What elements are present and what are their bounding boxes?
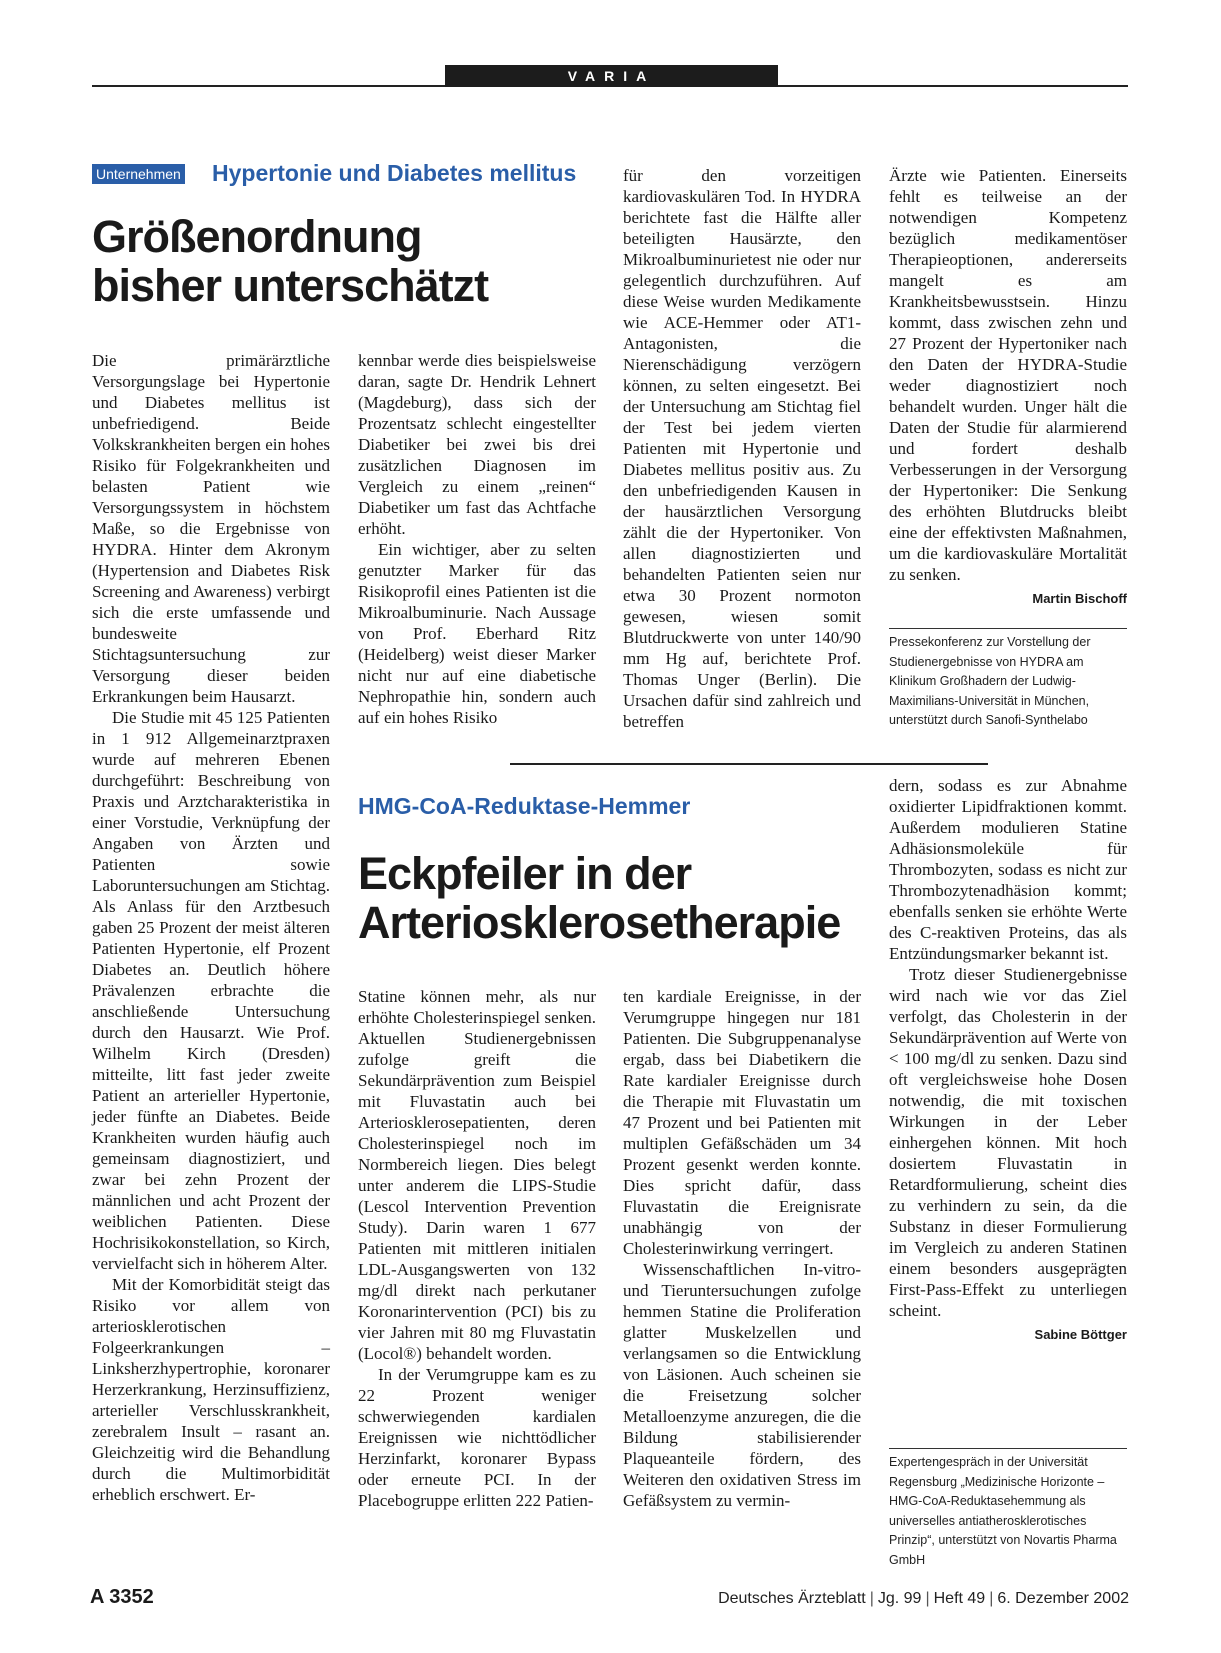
article1-source-note: Pressekonferenz zur Vorstellung der Studienergebnisse von HYDRA am Klinikum Großhadern der Ludwig-Maximilians-Universität in München, unterstützt durch Sanofi-Synthelabo [889, 628, 1127, 731]
section-label: VARIA [445, 65, 778, 87]
paragraph: Wissenschaftlichen In-vitro- und Tieruntersuchungen zufolge hemmen Statine die Proliferation glatter Muskelzellen und verlangsamen so die Entwicklung von Läsionen. Auch scheinen sie die Freisetzung solcher Metalloenzyme anzuregen, die die Bildung stabilisierender Plaqueanteile fördern, des Weiteren den oxidativen Stress im Gefäßsystem zu vermin- [623, 1260, 861, 1510]
article2-column-2 [358, 986, 596, 1511]
paragraph: Die primärärztliche Versorgungslage bei Hypertonie und Diabetes mellitus ist unbefriedigend. Beide Volkskrankheiten bergen ein hohes Risiko für Folgekrankheiten und belasten Patient wie Versorgungssystem in höchstem Maße, so die Ergebnisse von HYDRA. Hinter dem Akronym (Hypertension and Diabetes Risk Screening and Awareness) verbirgt sich die erste umfassende und bundesweite Stichtagsuntersuchung zur Versorgung dieser beiden Erkrankungen beim Hausarzt. [92, 351, 330, 706]
article2-source-note: Expertengespräch in der Universität Regensburg „Medizinische Horizonte – HMG-CoA-Reduktasehemmung als universelles antiatherosklerotisches Prinzip“, unterstützt von Novartis Pharma GmbH [889, 1448, 1127, 1570]
article1-column-4 [889, 165, 1127, 609]
article1-kicker: Hypertonie und Diabetes mellitus [212, 160, 577, 186]
paragraph: Statine können mehr, als nur erhöhte Cholesterinspiegel senken. Aktuellen Studienergebnissen zufolge greift die Sekundärprävention zum Beispiel mit Fluvastatin auch bei Arteriosklerosepatienten, deren Cholesterinspiegel noch im Normbereich liegen. Dies belegt unter anderem die LIPS-Studie (Lescol Intervention Prevention Study). Darin waren 1 677 Patienten mit mittleren initialen LDL-Ausgangswerten von 132 mg/dl direkt nach perkutaner Koronarintervention (PCI) bis zu vier Jahren mit 80 mg Fluvastatin (Locol®) behandelt worden. [358, 987, 596, 1363]
paragraph: kennbar werde dies beispielsweise daran, sagte Dr. Hendrik Lehnert (Magdeburg), dass sich der Prozentsatz schlecht eingestellter Diabetiker bei zwei bis drei zusätzlichen Diagnosen im Vergleich zu einem „reinen“ Diabetiker um fast das Achtfache erhöht. [358, 351, 596, 538]
category-tag: Unternehmen [92, 164, 185, 184]
article1-column-2 [358, 350, 596, 728]
page-number: A 3352 [90, 1586, 154, 1608]
paragraph: Ein wichtiger, aber zu selten genutzter Marker für das Risikoprofil eines Patienten ist die Mikroalbuminurie. Nach Aussage von Prof. Eberhard Ritz (Heidelberg) weist dieser Marker nicht nur auf eine diabetische Nephropathie hin, sondern auch auf ein hohes Risiko [358, 540, 596, 727]
paragraph: Ärzte wie Patienten. Einerseits fehlt es teilweise an der notwendigen Kompetenz bezüglich medikamentöser Therapieoptionen, andererseits mangelt es am Krankheitsbewusstsein. Hinzu kommt, dass zwischen zehn und 27 Prozent der Hypertoniker nach den Daten der HYDRA-Studie weder diagnostiziert noch behandelt wurden. Unger hält die Daten der Studie für alarmierend und fordert deshalb Verbesserungen in der Versorgung der Hypertoniker: Die Senkung des erhöhten Blutdrucks bleibt eine der effektivsten Maßnahmen, um die kardiovaskuläre Mortalität zu senken. [889, 166, 1127, 584]
article1-column-1 [92, 350, 330, 1505]
article2-column-3 [623, 986, 861, 1511]
paragraph: Mit der Komorbidität steigt das Risiko vor allem von arteriosklerotischen Folgeerkrankungen – Linksherzhypertrophie, koronarer Herzerkrankung, Herzinsuffizienz, arterieller Verschlusskrankheit, zerebralem Insult – rasant an. Gleichzeitig wird die Behandlung durch die Multimorbidität erheblich erschwert. Er- [92, 1275, 330, 1504]
article1-column-3 [623, 165, 861, 732]
journal-name: Deutsches Ärzteblatt [718, 1590, 866, 1607]
paragraph: für den vorzeitigen kardiovaskulären Tod. In HYDRA berichtete fast die Hälfte aller beteiligten Hausärzte, den Mikroalbuminurietest nie oder nur gelegentlich durchzuführen. Auf diese Weise wurden Medikamente wie ACE-Hemmer oder AT1-Antagonisten, die Nierenschädigung verzögern können, zu selten eingesetzt. Bei der Untersuchung am Stichtag fiel der Test bei jedem vierten Patienten mit Hypertonie und Diabetes mellitus positiv aus. Zu den unbefriedigenden Kausen in der hausärztlichen Versorgung zählt die der Hypertoniker. Von allen diagnostizierten und behandelten Patienten seien nur etwa 30 Prozent normoton gewesen, wiesen somit Blutdruckwerte von unter 140/90 mm Hg auf, berichtete Prof. Thomas Unger (Berlin). Die Ursachen dafür sind zahlreich und betreffen [623, 166, 861, 731]
paragraph: Trotz dieser Studienergebnisse wird nach wie vor das Ziel verfolgt, das Cholesterin in der Sekundärprävention auf Werte von < 100 mg/dl zu senken. Dazu sind oft vergleichsweise hohe Dosen notwendig, die mit toxischen Wirkungen in der Leber einhergehen können. Mit hoch dosiertem Fluvastatin in Retardformulierung, scheint dies zu verhindern zu sein, da die Substanz in dieser Formulierung im Vergleich zu anderen Statinen einem besonders ausgeprägten First-Pass-Effekt zu unterliegen scheint. [889, 965, 1127, 1320]
paragraph: dern, sodass es zur Abnahme oxidierter Lipidfraktionen kommt. Außerdem modulieren Statine Adhäsionsmoleküle für Thrombozyten, sodass es nicht zur Thrombozytenadhäsion kommt; ebenfalls senken sie erhöhte Werte des C-reaktiven Proteins, das als Entzündungsmarker bekannt ist. [889, 776, 1127, 963]
paragraph: ten kardiale Ereignisse, in der Verumgruppe hingegen nur 181 Patienten. Die Subgruppenanalyse ergab, dass bei Diabetikern die Rate kardialer Ereignisse durch die Therapie mit Fluvastatin um 47 Prozent und bei Patienten mit multiplen Gefäßschäden um 34 Prozent gesenkt werden konnte. Dies spricht dafür, dass Fluvastatin die Ereignisrate unabhängig von der Cholesterinwirkung verringert. [623, 987, 861, 1258]
article2-kicker: HMG-CoA-Reduktase-Hemmer [358, 793, 691, 819]
article1-author: Martin Bischoff [1032, 591, 1127, 606]
journal-issue: Heft 49 [933, 1590, 986, 1607]
article1-headline: Größenordnung bisher unterschätzt [92, 211, 489, 311]
article2-headline: Eckpfeiler in der Arteriosklerosetherapie [358, 848, 841, 948]
article2-column-4 [889, 775, 1127, 1345]
journal-date: 6. Dezember 2002 [997, 1590, 1129, 1607]
paragraph: In der Verumgruppe kam es zu 22 Prozent weniger schwerwiegenden kardialen Ereignissen wie nichttödlicher Herzinfarkt, koronarer Bypass oder erneute PCI. In der Placebogruppe erlitten 222 Patien- [358, 1365, 596, 1510]
journal-footer: Deutsches Ärzteblatt | Jg. 99 | Heft 49 | 6. Dezember 2002 [718, 1590, 1129, 1607]
journal-volume: Jg. 99 [877, 1590, 922, 1607]
paragraph: Die Studie mit 45 125 Patienten in 1 912 Allgemeinarztpraxen wurde auf mehreren Ebenen durchgeführt: Beschreibung von Praxis und Arztcharakteristika in einer Vorstudie, Verknüpfung der Angaben von Ärzten und Patienten sowie Laboruntersuchungen am Stichtag. Als Anlass für den Arztbesuch gaben 25 Prozent der meist älteren Patienten Hypertonie, elf Prozent Diabetes an. Deutlich höhere Prävalenzen erbrachte die anschließende Untersuchung durch den Hausarzt. Wie Prof. Wilhelm Kirch (Dresden) mitteilte, litt fast jeder zweite Patient an arterieller Hypertonie, jeder fünfte an Diabetes. Beide Krankheiten wurden häufig auch gemeinsam diagnostiziert, und zwar bei zehn Prozent der männlichen und acht Prozent der weiblichen Patienten. Diese Hochrisikokonstellation, so Kirch, vervielfacht sich in höherem Alter. [92, 708, 330, 1273]
article2-author: Sabine Böttger [1034, 1327, 1127, 1342]
article-divider [510, 763, 988, 765]
